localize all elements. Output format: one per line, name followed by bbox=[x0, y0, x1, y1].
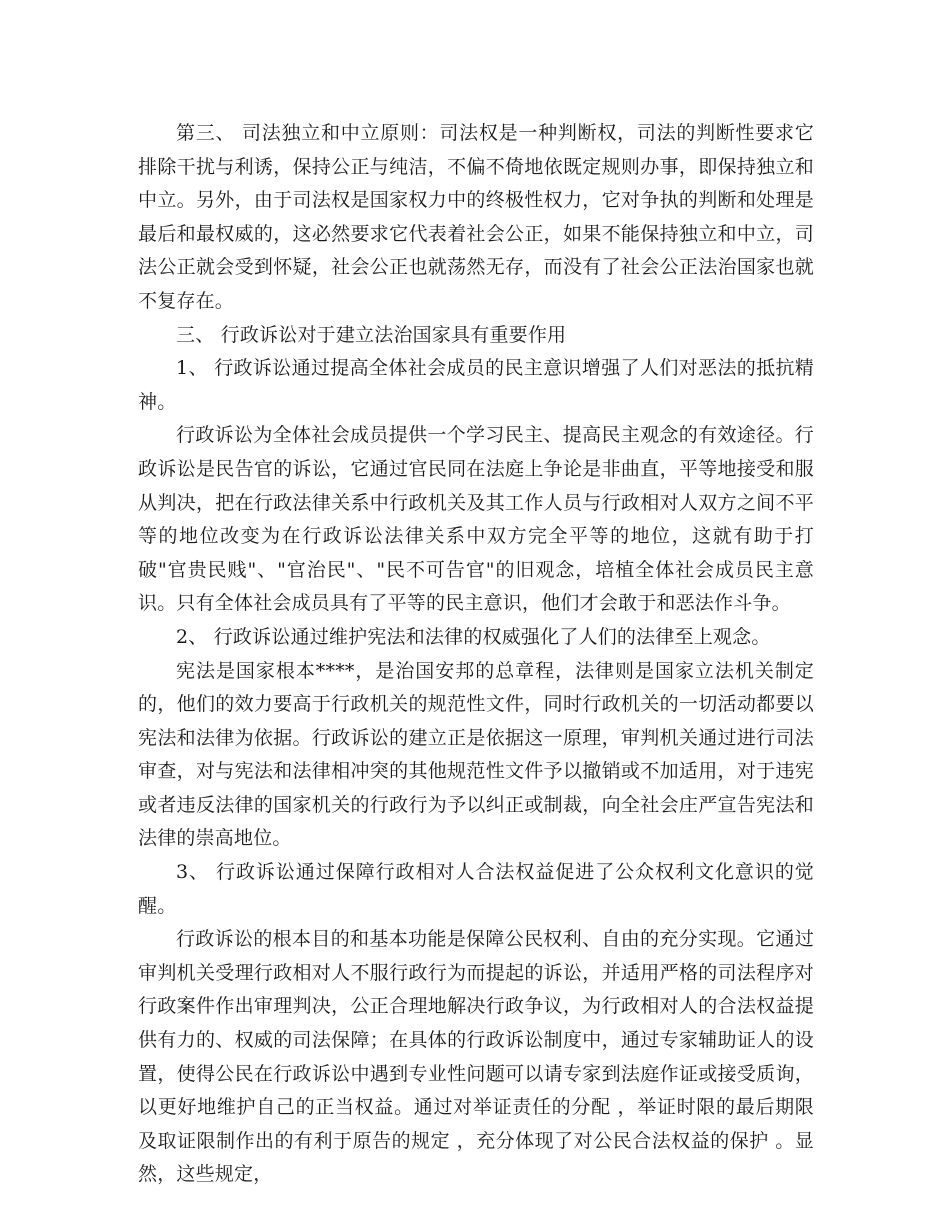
subheading-2: 2、 行政诉讼通过维护宪法和法律的权威强化了人们的法律至上观念。 bbox=[176, 625, 771, 648]
paragraph-constitution: 宪法是国家根本****，是治国安邦的总章程，法律则是国家立法机关制定的，他们的效力要高于行政机关的规范性文件，同时行政机关的一切活动都要以宪法和法律为依据。行政诉讼的建立正是依据这一原理，审判机关通过进行司法审查，对与宪法和法律相冲突的其他规范性文件予以撤销或不加适用，对于违宪或者违反法律的国家机关的行政行为予以纠正或制裁，向全社会庄严宣告宪法和法律的崇高地位。 bbox=[138, 659, 814, 850]
subheading-1: 1、 行政诉讼通过提高全体社会成员的民主意识增强了人们对恶法的抵抗精神。 bbox=[138, 357, 814, 413]
document-body bbox=[138, 117, 814, 1192]
paragraph-rights: 行政诉讼的根本目的和基本功能是保障公民权利、自由的充分实现。它通过审判机关受理行政相对人不服行政行为而提起的诉讼，并适用严格的司法程序对行政案件作出审理判决，公正合理地解决行政争议，为行政相对人的合法权益提供有力的、权威的司法保障；在具体的行政诉讼制度中，通过专家辅助证人的设置，使得公民在行政诉讼中遇到专业性问题可以请专家到法庭作证或接受质询，以更好地维护自己的正当权益。通过对举证责任的分配 ，举证时限的最后期限及取证限制作出的有利于原告的规定 ，充分体现了对公民合法权益的保护 。显然，这些规定， bbox=[138, 928, 814, 1186]
paragraph-democracy: 行政诉讼为全体社会成员提供一个学习民主、提高民主观念的有效途径。行政诉讼是民告官的诉讼，它通过官民同在法庭上争论是非曲直，平等地接受和服从判决，把在行政法律关系中行政机关及其工作人员与行政相对人双方之间不平等的地位改变为在行政诉讼法律关系中双方完全平等的地位，这就有助于打破"官贵民贱"、"官治民"、"民不可告官"的旧观念，培植全体社会成员民主意识。只有全体社会成员具有了平等的民主意识，他们才会敢于和恶法作斗争。 bbox=[138, 424, 814, 615]
subheading-3: 3、 行政诉讼通过保障行政相对人合法权益促进了公众权利文化意识的觉醒。 bbox=[138, 861, 814, 917]
section-heading-3: 三、 行政诉讼对于建立法治国家具有重要作用 bbox=[176, 323, 567, 346]
paragraph-judicial-independence: 第三、 司法独立和中立原则：司法权是一种判断权，司法的判断性要求它排除干扰与利诱，保持公正与纯洁，不偏不倚地依既定规则办事，即保持独立和中立。另外，由于司法权是国家权力中的终极性权力，它对争执的判断和处理是最后和最权威的，这必然要求它代表着社会公正，如果不能保持独立和中立，司法公正就会受到怀疑，社会公正也就荡然无存，而没有了社会公正法治国家也就不复存在。 bbox=[138, 122, 814, 312]
